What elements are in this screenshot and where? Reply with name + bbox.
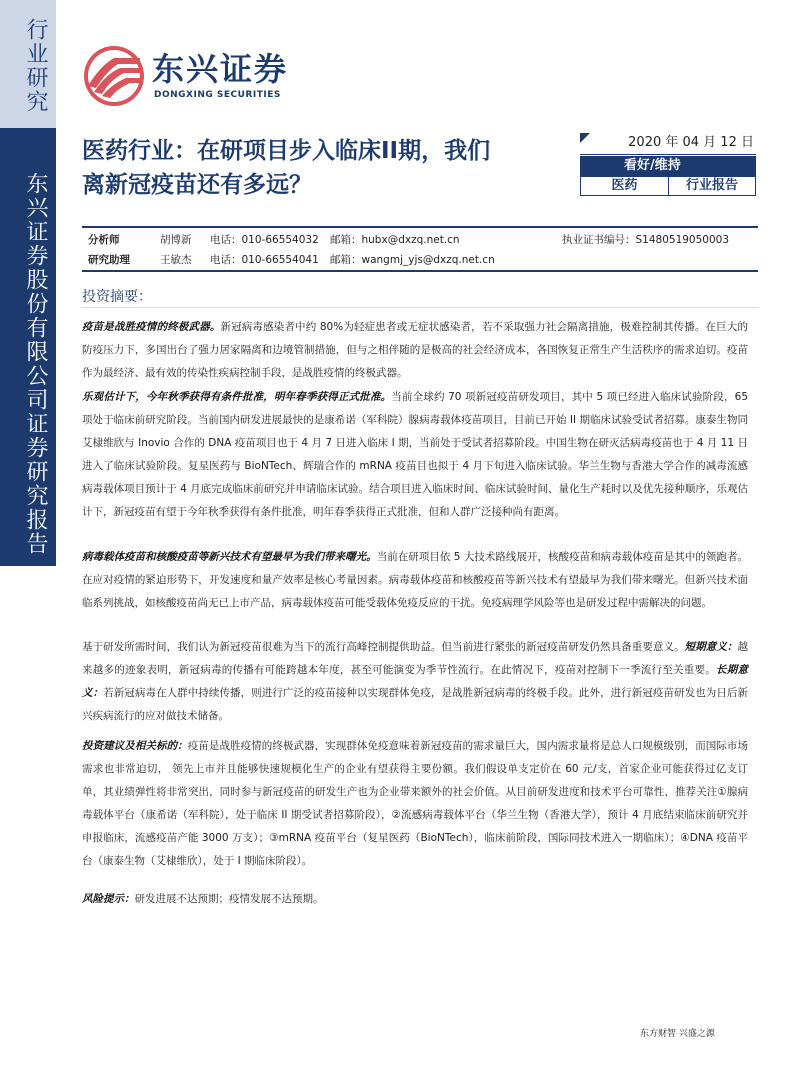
side-band-top [0, 0, 56, 128]
page-title [82, 134, 562, 202]
logo-english-name: DONGXING SECURITIES [154, 90, 281, 100]
paragraph-text: 基于研发所需时间，我们认为新冠疫苗很难为当下的流行高峰控制提供助益。但当前进行紧张的新冠疫苗研发仍然具备重要意义。 [82, 641, 685, 653]
sector-tag: 医药 [581, 177, 669, 195]
paragraph-lead: 投资建议及相关标的： [82, 740, 188, 752]
report-date: 2020 年 04 月 12 日 [580, 133, 756, 155]
analyst-name: 胡博新 [160, 234, 192, 246]
report-tags [580, 176, 756, 196]
analyst-table [82, 226, 758, 272]
summary-paragraph [82, 546, 748, 615]
analyst-email: 邮箱：wangmj_yjs@dxzq.net.cn [330, 254, 495, 266]
analyst-name: 王敏杰 [160, 254, 192, 266]
analyst-email: 邮箱：hubx@dxzq.net.cn [330, 234, 460, 246]
paragraph-text: 越来越多的迹象表明，新冠病毒的传播有可能跨越本年度，甚至可能演变为季节性流行。在此情况下，疫苗对控制下一季流行至关重要。 [82, 641, 749, 676]
paragraph-lead: 短期意义： [684, 641, 738, 653]
paragraph-text: 新冠病毒感染者中约 80%为轻症患者或无症状感染者，若不采取强力社会隔离措施，极难控制其传播。在巨大的防疫压力下，多国出台了强力居家隔离和边境管制措施，但与之相伴随的是极高的社会经济成本，各国恢复正常生产生活秩序的需求迫切。疫苗作为最经济、最有效的传染性疾病控制手段，是战胜疫情的终极武器。 [82, 321, 748, 379]
paragraph-lead: 疫苗是战胜疫情的终极武器。 [82, 321, 221, 333]
summary-paragraph [82, 888, 748, 911]
summary-paragraph [82, 636, 748, 728]
title-line-2: 离新冠疫苗还有多远？ [82, 172, 312, 198]
summary-paragraph [82, 386, 748, 524]
paragraph-text: 当前在研项目依 5 大技术路线展开，核酸疫苗和病毒载体疫苗是其中的领跑者。在应对疫情的紧迫形势下，开发速度和量产效率是核心考量因素。病毒载体疫苗和核酸疫苗等新兴技术有望最早为我们带来曙光。但新兴技术面临系列挑战，如核酸疫苗尚无已上市产品，病毒载体疫苗可能受载体免疫反应的干扰。免疫病理学风险等也是研发过程中需解决的问题。 [82, 551, 749, 609]
corner-mark-icon [580, 133, 590, 143]
analyst-role: 研究助理 [88, 254, 130, 266]
summary-paragraph [82, 316, 748, 385]
summary-paragraph [82, 735, 748, 873]
side-band-main [0, 128, 56, 566]
paragraph-text: 研发进展不达预期；疫情发展不达预期。 [134, 893, 324, 905]
company-logo [80, 40, 320, 110]
paragraph-lead: 长期意义： [82, 664, 749, 699]
paragraph-lead: 乐观估计下，今年秋季获得有条件批准，明年春季获得正式批准。 [82, 391, 392, 403]
summary-heading: 投资摘要： [82, 288, 758, 308]
side-band-main-label: 东兴证券股份有限公司证券研究报告 [23, 172, 48, 556]
analyst-phone: 电话：010-66554041 [210, 254, 319, 266]
paragraph-lead: 风险提示： [82, 893, 135, 905]
paragraph-lead: 病毒载体疫苗和核酸疫苗等新兴技术有望最早为我们带来曙光。 [82, 551, 377, 563]
analyst-role: 分析师 [88, 234, 120, 246]
paragraph-text: 若新冠病毒在人群中持续传播，则进行广泛的疫苗接种以实现群体免疫，是战胜新冠病毒的终极手段。此外，进行新冠疫苗研发也为日后新兴疾病流行的应对做技术储备。 [82, 687, 749, 722]
logo-name: 东兴证券 [152, 50, 289, 88]
title-line-1: 医药行业：在研项目步入临床II期，我们 [82, 138, 491, 164]
logo-mark-icon [80, 40, 150, 110]
paragraph-text: 当前全球约 70 项新冠疫苗研发项目，其中 5 项已经进入临床试验阶段，65 项处于临床前研究阶段。当前国内研发进展最快的是康希诺（军科院）腺病毒载体疫苗项目，目前已开始 II 期临床试验受试者招募。康泰生物同艾棣维欣与 Inovio 合作的 DNA 疫苗项目也于 4 月 7 日进入临床 I 期，当前处于受试者招募阶段。中国生物在研灭活病毒疫苗也于 4 月 11 日进入了临床试验阶段。复星医药与 BioNTech、辉瑞合作的 mRNA 疫苗目也拟于 4 月下旬进入临床试验。华兰生物与香港大学合作的减毒流感病毒载体项目预计于 4 月底完成临床前研究并申请临床试验。结合项目进入临床时间、临床试验时间、量化生产耗时以及优先接种顺序，乐观估计下，新冠疫苗有望于今年秋季获得有条件批准，明年春季获得正式批准，但和人群广泛接种尚有距离。 [82, 391, 748, 518]
analyst-phone: 电话：010-66554032 [210, 234, 319, 246]
footer-slogan: 东方财智 兴盛之源 [640, 1029, 715, 1039]
paragraph-text: 疫苗是战胜疫情的终极武器，实现群体免疫意味着新冠疫苗的需求量巨大，国内需求量将是总人口规模级别，而国际市场需求也非常迫切， 领先上市并且能够快速规模化生产的企业有望获得主要份额。我们假设单支定价在 60 元/支，首家企业可能获得过亿支订单，其业绩弹性将非常突出，同时参与新冠疫苗的研发生产也为企业带来额外的社会价值。从目前研发进度和技术平台可靠性，推荐关注①腺病毒载体平台（康希诺（军科院），处于临床 II 期受试者招募阶段），②流感病毒载体平台（华兰生物（香港大学），预计 4 月底结束临床前研究并申报临床，流感疫苗产能 3000 万支）；③mRNA 疫苗平台（复星医药（BioNTech），临床前阶段，国际同技术进入一期临床）；④DNA 疫苗平台（康泰生物（艾棣维欣），处于 I 期临床阶段）。 [82, 740, 749, 867]
analyst-cert: 执业证书编号：S1480519050003 [562, 234, 730, 246]
report-type-tag: 行业报告 [685, 178, 738, 193]
rating-badge: 看好/维持 [580, 156, 756, 176]
side-band-top-label: 行业研究 [23, 18, 48, 114]
